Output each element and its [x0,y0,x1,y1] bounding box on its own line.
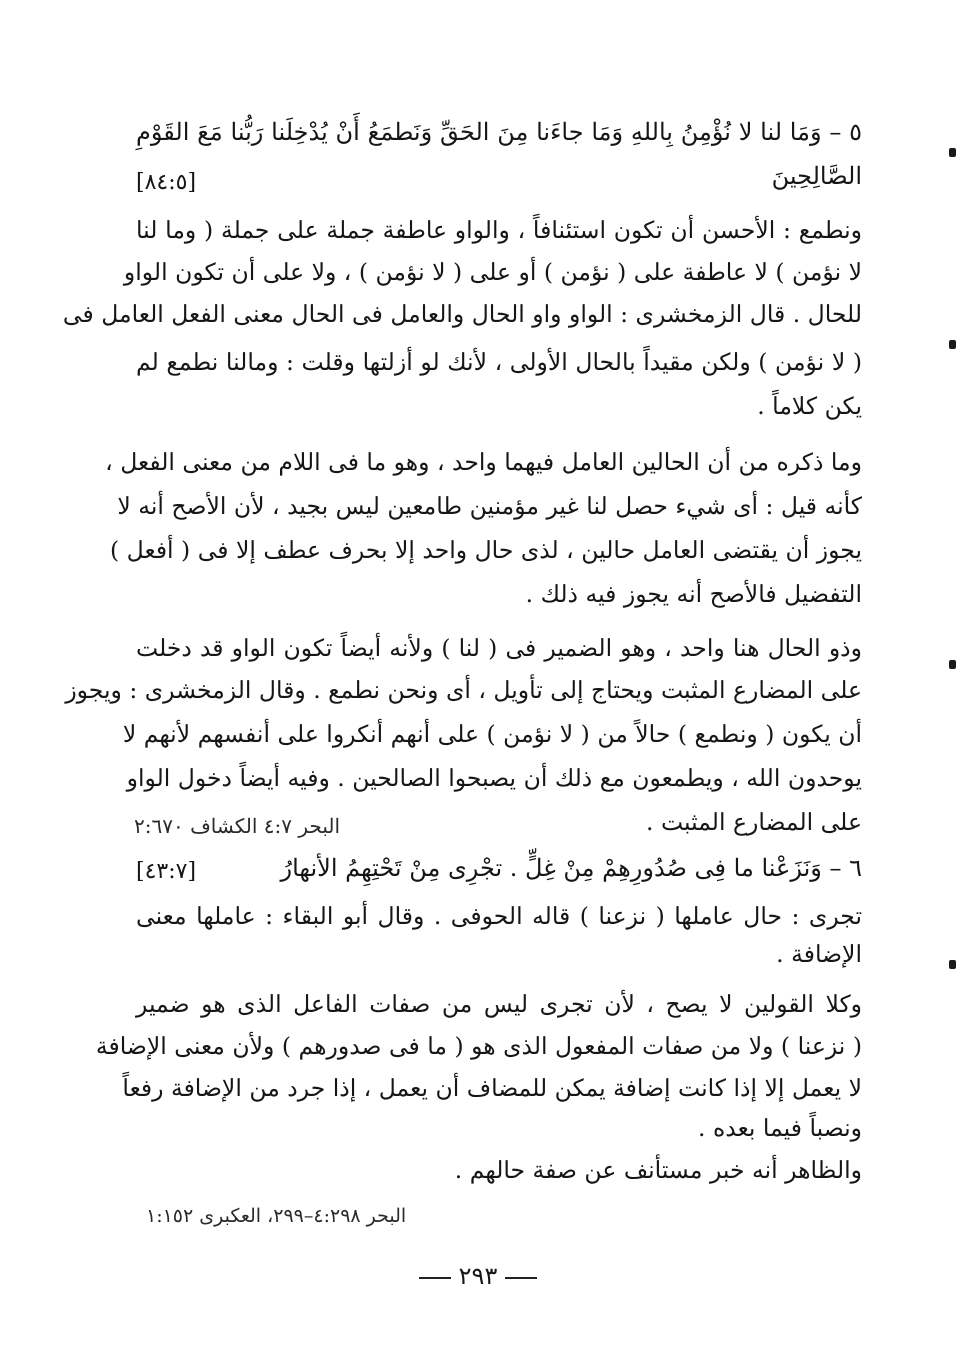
paragraph-line: وما ذكره من أن الحالين العامل فيهما واحد ، وهو ما فى اللام من معنى الفعل ، [105,448,862,476]
verse-5-line-1: ٥ – وَمَا لنا لا نُؤْمِنُ بِاللهِ وَمَا جاءَنا مِنَ الحَقِّ وَنَطمَعُ أَنْ يُدْخِلَنا رَبُّنا مَعَ القَوْمِ [136,118,862,146]
paragraph-line: التفضيل فالأصح أنه يجوز فيه ذلك . [525,580,862,608]
paragraph-line: لا يعمل إلا إذا كانت إضافة يمكن للمضاف أن يعمل ، إذا جرد من الإضافة رفعاً [122,1074,862,1102]
margin-mark [949,148,956,157]
paragraph-line: تجرى : حال عاملها ( نزعنا ) قاله الحوفى . وقال أبو البقاء : عاملها معنى [136,902,862,930]
paragraph-line: والظاهر أنه خبر مستأنف عن صفة حالهم . [454,1156,862,1184]
source-citation: البحر ٤:٧ الكشاف ٢:٦٧٠ [134,814,341,838]
verse-5-reference: [٨٤:٥] [136,170,197,195]
paragraph-line: ( نزعنا ) ولا من صفات المفعول الذى هو ( ما فى صدورهم ) ولأن معنى الإضافة [95,1032,862,1060]
verse-5-line-2: الصَّالِحِينَ [771,162,862,190]
margin-mark [949,340,956,349]
verse-6-reference: [٤٣:٧] [136,859,197,884]
verse-6-line: ٦ – وَنَزَعْنا ما فِى صُدُورِهِمْ مِنْ غِلٍّ . تجْرِى مِنْ تَحْتِهِمُ الأنهارُ [280,854,862,882]
paragraph-line: وكلا القولين لا يصح ، لأن تجرى ليس من صفات الفاعل الذى هو ضمير [136,990,862,1018]
paragraph-line: وذو الحال هنا واحد ، وهو الضمير فى ( لنا ) ولأنه أيضاً تكون الواو قد دخلت [136,634,862,662]
paragraph-line: يكن كلاماً . [757,392,862,420]
paragraph-line: الإضافة . [776,940,862,968]
paragraph-line: ونطمع : الأحسن أن تكون استئنافاً ، والواو عاطفة جملة على جملة ( وما لنا [136,216,862,244]
paragraph-line: ونصباً فيما بعده . [698,1114,862,1142]
paragraph-line: كأنه قيل : أى شيء حصل لنا غير مؤمنين طامعين ليس بجيد ، لأن الأصح أنه لا [117,492,862,520]
paragraph-line: على المضارع المثبت ويحتاج إلى تأويل ، أى ونحن نطمع . وقال الزمخشرى : ويجوز [65,676,862,704]
paragraph-line: يوحدون الله ، ويطمعون مع ذلك أن يصبحوا الصالحين . وفيه أيضاً دخول الواو [126,764,862,792]
margin-mark [949,960,956,969]
paragraph-line: للحال . قال الزمخشرى : الواو واو الحال والعامل فى الحال معنى الفعل العامل فى [62,300,862,328]
paragraph-line: لا نؤمن ) لا عاطفة على ( نؤمن ) أو على ( لا نؤمن ) ، ولا على أن تكون الواو [123,258,862,286]
source-citation: البحر ٤:٢٩٨–٢٩٩، العكبرى ١:١٥٢ [146,1205,407,1227]
dash-right [505,1277,537,1279]
page-number: ٢٩٣ [458,1262,498,1290]
margin-mark [949,660,956,669]
dash-left [419,1277,451,1279]
paragraph-line: يجوز أن يقتضى العامل حالين ، لذى حال واحد إلا بحرف عطف إلا فى ( أفعل ) [110,536,862,564]
paragraph-line: على المضارع المثبت . [646,808,862,836]
page-number-footer [0,1262,956,1290]
paragraph-line: ( لا نؤمن ) ولكن مقيداً بالحال الأولى ، لأنك لو أزلتها وقلت : ومالنا نطمع لم [136,348,862,376]
paragraph-line: أن يكون ( ونطمع ) حالاً من ( لا نؤمن ) على أنهم أنكروا على أنفسهم لأنهم لا [122,720,862,748]
